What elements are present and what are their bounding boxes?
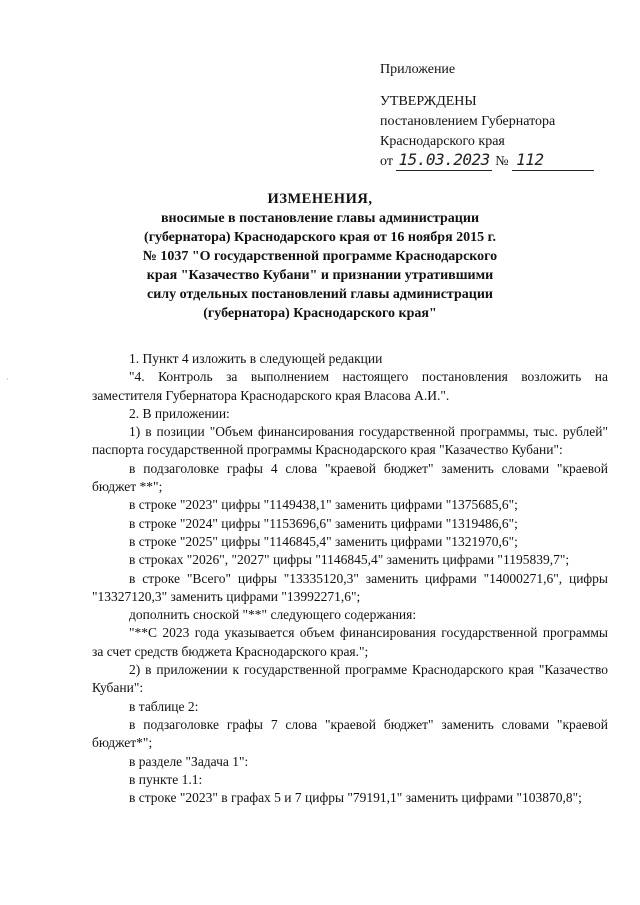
margin-dot: · [6, 375, 9, 384]
paragraph: в подзаголовке графы 4 слова "краевой бюджет" заменить словами "краевой бюджет **"; [92, 460, 608, 495]
paragraph: в строках "2026", "2027" цифры "1146845,4" заменить цифрами "1195839,7"; [129, 552, 570, 568]
approval-block [380, 60, 620, 172]
document-body [92, 350, 608, 807]
paragraph: 1) в позиции "Объем финансирования государственной программы, тыс. рублей" паспорта государственной программы Краснодарского края "Казачество Кубани": [92, 424, 608, 458]
paragraph: 2) в приложении к государственной программе Краснодарского края "Казачество Кубани": [92, 662, 608, 696]
number-sign: № [495, 154, 509, 169]
paragraph: в строке "2024" цифры "1153696,6" заменить цифрами "1319486,6"; [129, 515, 518, 531]
region-label: Краснодарского края [380, 134, 505, 149]
paragraph: в строке "2023" в графах 5 и 7 цифры "79191,1" заменить цифрами "103870,8"; [129, 790, 582, 806]
paragraph: дополнить сноской "**" следующего содержания: [129, 607, 417, 623]
paragraph: "4. Контроль за выполнением настоящего постановления возложить на заместителя Губернатора Краснодарского края Власова А.И.". [92, 369, 608, 403]
date-number-line [380, 152, 620, 172]
title-line: вносимые в постановление главы администрации [160, 211, 480, 226]
title-line: (губернатора) Краснодарского края от 16 ноября 2015 г. [144, 230, 496, 245]
approved-label: УТВЕРЖДЕНЫ [380, 94, 477, 109]
title-line: № 1037 "О государственной программе Краснодарского [142, 249, 498, 264]
document-title [100, 190, 540, 323]
paragraph: в строке "2023" цифры "1149438,1" заменить цифрами "1375685,6"; [129, 497, 518, 513]
paragraph: 1. Пункт 4 изложить в следующей редакции [129, 351, 383, 366]
paragraph: в строке "Всего" цифры "13335120,3" заменить цифрами "14000271,6", цифры "13327120,3" заменить цифрами "13992271,6"; [92, 570, 608, 604]
paragraph: в разделе "Задача 1": [129, 753, 249, 769]
appendix-label: Приложение [380, 62, 456, 77]
title-line: (губернатора) Краснодарского края" [203, 306, 437, 321]
paragraph: в таблице 2: [129, 698, 199, 714]
paragraph: в подзаголовке графы 7 слова "краевой бюджет" заменить словами "краевой бюджет*"; [92, 716, 608, 751]
decree-label: постановлением Губернатора [380, 114, 556, 129]
title-line: силу отдельных постановлений главы администрации [147, 287, 493, 302]
paragraph: 2. В приложении: [129, 405, 230, 421]
title-line: края "Казачество Кубани" и признании утратившими [146, 268, 494, 283]
paragraph: "**С 2023 года указывается объем финансирования государственной программы за счет средств бюджета Краснодарского края."; [92, 625, 608, 659]
paragraph: в пункте 1.1: [129, 771, 203, 787]
paragraph: в строке "2025" цифры "1146845,4" заменить цифрами "1321970,6"; [129, 533, 518, 549]
title-head: ИЗМЕНЕНИЯ, [267, 191, 373, 207]
handwritten-date: 15.03.2023 [398, 150, 490, 169]
date-prefix: от [380, 154, 393, 169]
handwritten-number: 112 [516, 150, 544, 169]
